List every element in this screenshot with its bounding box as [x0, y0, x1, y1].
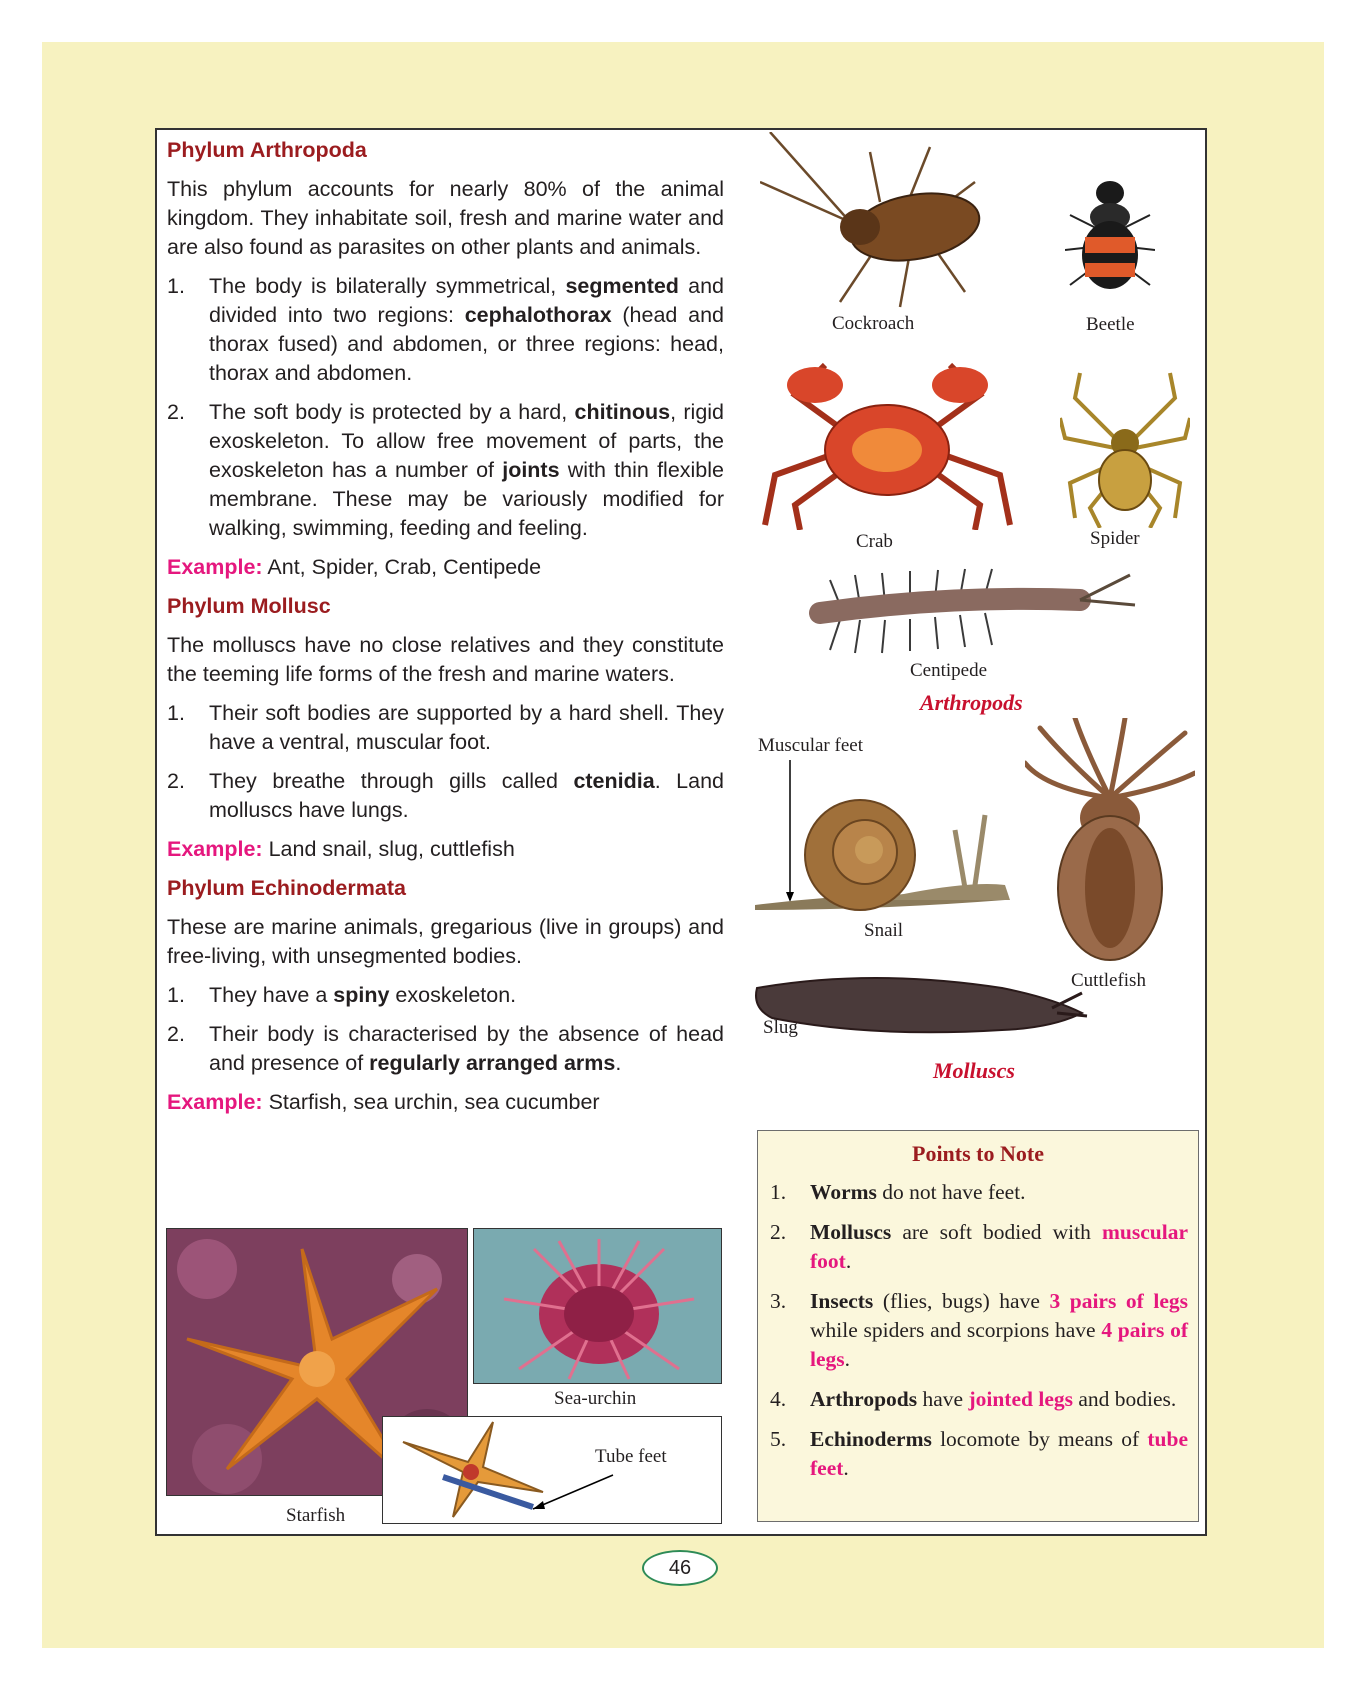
points-to-note-box — [757, 1130, 1199, 1522]
caption-tube-feet: Tube feet — [595, 1446, 667, 1467]
points-title: Points to Note — [912, 1141, 1044, 1166]
caption-molluscs: Molluscs — [933, 1058, 1015, 1083]
list-item — [167, 1020, 724, 1078]
heading-echinodermata: Phylum Echinodermata — [167, 876, 406, 900]
cuttlefish-icon — [1025, 718, 1195, 963]
cockroach-icon — [760, 132, 990, 322]
list-number: 2. — [167, 400, 185, 424]
example-text: Ant, Spider, Crab, Centipede — [262, 555, 542, 579]
echinodermata-list — [167, 981, 724, 1078]
highlight-term: muscular foot — [810, 1220, 1188, 1273]
text-run: with thin flexible membrane. These may be variously modified for walking, swimming, feeding and feeling. — [209, 458, 724, 540]
highlight-term: 3 pairs of legs — [1049, 1289, 1188, 1313]
text-run: The soft body is protected by a hard, — [209, 400, 575, 424]
list-number: 2. — [167, 1022, 185, 1046]
text-run: exoskeleton. — [389, 983, 517, 1007]
list-item — [167, 398, 724, 543]
text-run: do not have feet. — [876, 1180, 1026, 1204]
caption-centipede: Centipede — [910, 660, 988, 681]
mollusc-example — [167, 835, 724, 864]
caption-snail: Snail — [864, 920, 904, 941]
caption-sea-urchin: Sea-urchin — [554, 1388, 637, 1409]
highlight-term: jointed legs — [968, 1387, 1073, 1411]
caption-cuttlefish: Cuttlefish — [1071, 970, 1146, 991]
bold-term: segmented — [565, 274, 679, 298]
list-number: 3. — [770, 1289, 787, 1313]
text-run: They have a — [209, 983, 334, 1007]
list-item — [167, 699, 724, 757]
example-text: Starfish, sea urchin, sea cucumber — [262, 1090, 600, 1114]
example-label: Example: — [167, 837, 263, 861]
text-run: (head and thorax fused) and abdomen, or three regions: head, thorax and abdomen. — [209, 303, 724, 385]
highlight-term: tube feet — [810, 1427, 1188, 1480]
text-run: (flies, bugs) have — [873, 1289, 1050, 1313]
bold-term: joints — [502, 458, 560, 482]
heading-arthropoda: Phylum Arthropoda — [167, 138, 367, 162]
list-number: 5. — [770, 1427, 787, 1451]
echinodermata-example — [167, 1088, 724, 1117]
bold-term: spiny — [333, 983, 390, 1007]
snail-icon — [755, 760, 1015, 915]
starfish-diagram-icon — [383, 1417, 722, 1524]
caption-arthropods: Arthropods — [920, 690, 1023, 715]
list-item — [770, 1178, 1188, 1207]
list-item — [770, 1385, 1188, 1414]
arthropoda-example — [167, 553, 724, 582]
text-run: and bodies. — [1072, 1387, 1177, 1411]
caption-muscular-feet: Muscular feet — [758, 735, 863, 756]
text-run: They breathe through gills called — [209, 769, 574, 793]
text-run: . — [845, 1249, 852, 1273]
list-number: 1. — [167, 701, 185, 725]
heading-mollusc: Phylum Mollusc — [167, 594, 331, 618]
list-item — [770, 1425, 1188, 1483]
bold-term: Insects — [810, 1289, 874, 1313]
text-run: locomote by means of — [931, 1427, 1148, 1451]
page-number: 46 — [642, 1550, 718, 1586]
caption-beetle: Beetle — [1086, 314, 1135, 335]
text-run: The body is bilaterally symmetrical, — [209, 274, 566, 298]
bold-term: chitinous — [574, 400, 671, 424]
arthropoda-list — [167, 272, 724, 543]
mollusc-intro: The molluscs have no close relatives and they constitute the teeming life forms of the fresh and marine waters. — [167, 633, 724, 686]
centipede-icon — [800, 565, 1140, 655]
example-label: Example: — [167, 1090, 263, 1114]
bold-term: regularly arranged arms — [369, 1051, 616, 1075]
list-number: 1. — [167, 274, 185, 298]
sea-urchin-photo — [473, 1228, 722, 1384]
caption-starfish: Starfish — [286, 1505, 346, 1526]
beetle-icon — [1065, 175, 1155, 300]
list-number: 1. — [770, 1180, 787, 1204]
list-number: 4. — [770, 1387, 787, 1411]
points-list — [758, 1178, 1198, 1483]
list-item — [167, 981, 724, 1010]
bold-term: cephalothorax — [464, 303, 612, 327]
arthropoda-intro: This phylum accounts for nearly 80% of the animal kingdom. They inhabitate soil, fresh and marine water and are also found as parasites on other plants and animals. — [167, 177, 724, 259]
caption-cockroach: Cockroach — [832, 313, 915, 334]
list-number: 2. — [167, 769, 185, 793]
slug-icon — [752, 968, 1092, 1043]
mollusc-list — [167, 699, 724, 825]
text-run: have — [917, 1387, 969, 1411]
highlight-term: 4 pairs of legs — [810, 1318, 1188, 1371]
text-run: , rigid exoskeleton. To allow free movement of parts, the exoskeleton has a number of — [209, 400, 725, 482]
bold-term: Arthropods — [810, 1387, 918, 1411]
left-column — [167, 136, 724, 1127]
example-label: Example: — [167, 555, 263, 579]
list-item — [167, 767, 724, 825]
bold-term: ctenidia — [573, 769, 655, 793]
list-item — [770, 1287, 1188, 1374]
bold-term: Worms — [810, 1180, 877, 1204]
text-run: . — [844, 1347, 851, 1371]
text-run: Their soft bodies are supported by a hard shell. They have a ventral, muscular foot. — [209, 701, 724, 754]
spider-icon — [1060, 368, 1190, 528]
text-run: and divided into two regions: — [209, 274, 724, 327]
text-run: are soft bodied with — [891, 1220, 1102, 1244]
text-run: Their body is characterised by the absence of head and presence of — [209, 1022, 724, 1075]
sea-urchin-icon — [474, 1229, 722, 1384]
list-item — [167, 272, 724, 388]
list-number: 1. — [167, 983, 185, 1007]
echinodermata-intro: These are marine animals, gregarious (live in groups) and free-living, with unsegmented bodies. — [167, 915, 724, 968]
bold-term: Molluscs — [810, 1220, 892, 1244]
bold-term: Echinoderms — [810, 1427, 932, 1451]
text-run: while spiders and scorpions have — [810, 1318, 1102, 1342]
list-number: 2. — [770, 1220, 787, 1244]
caption-spider: Spider — [1090, 528, 1140, 549]
crab-icon — [755, 355, 1020, 530]
text-run: . — [615, 1051, 622, 1075]
example-text: Land snail, slug, cuttlefish — [262, 837, 515, 861]
starfish-diagram — [382, 1416, 722, 1524]
text-run: . Land molluscs have lungs. — [209, 769, 725, 822]
text-run: . — [843, 1456, 849, 1480]
caption-crab: Crab — [856, 531, 893, 552]
caption-slug: Slug — [763, 1017, 798, 1038]
list-item — [770, 1218, 1188, 1276]
